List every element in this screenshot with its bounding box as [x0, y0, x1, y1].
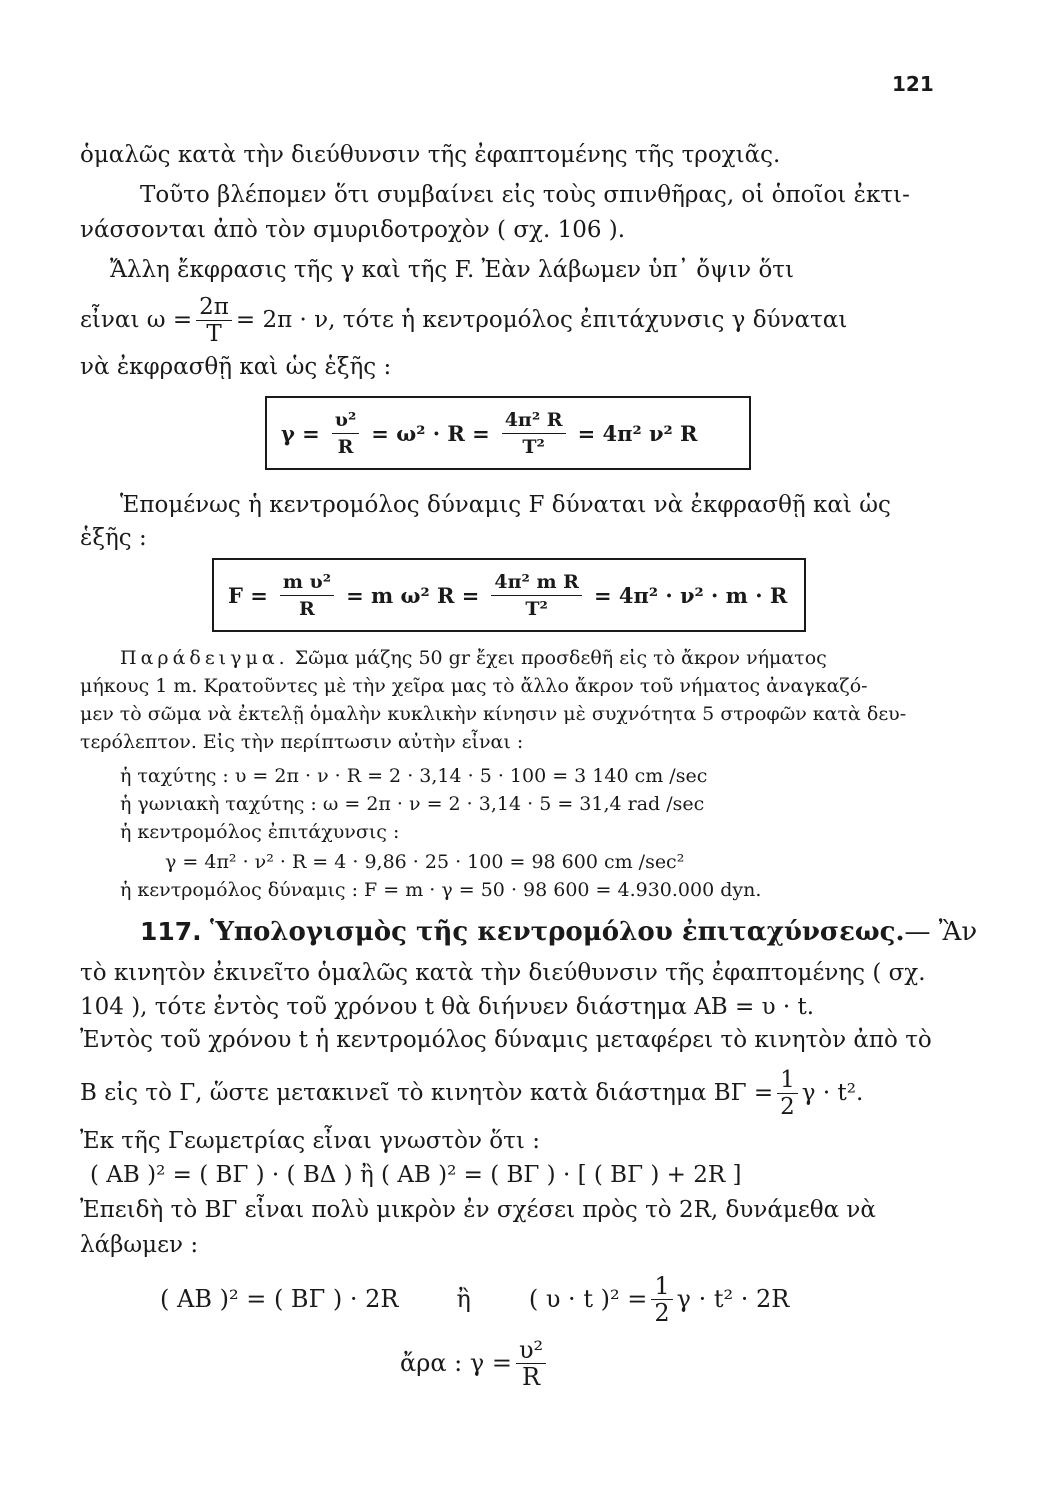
fraction-numerator: 4π² m R: [491, 569, 582, 596]
half-fraction: [777, 1067, 798, 1120]
final-equation: [160, 1266, 789, 1332]
formula-term: γ =: [281, 420, 320, 446]
text-line: Ἑπομένως ἡ κεντρομόλος δύναμις F δύναται νὰ ἐκφρασθῇ καὶ ὡς: [120, 492, 891, 518]
fraction-denominator: 2: [654, 1298, 670, 1327]
gamma-formula-box: [265, 396, 751, 470]
final-left: ( AB )² = ( ΒΓ ) · 2R: [160, 1285, 399, 1313]
formula-fraction: [280, 569, 334, 622]
formula-term: = m ω² R =: [346, 582, 480, 608]
section-number: 117.: [140, 917, 202, 946]
fraction-numerator: υ²: [516, 1337, 546, 1364]
text-line: νάσσονται ἀπὸ τὸν σμυριδοτροχὸν ( σχ. 106 ).: [80, 217, 626, 243]
formula-term: = 4π² · ν² · m · R: [593, 582, 788, 608]
example-label: Παράδειγμα.: [120, 647, 289, 669]
example-line: [120, 646, 970, 671]
calc-line: ἡ γωνιακὴ ταχύτης : ω = 2π · ν = 2 · 3,14 · 5 = 31,4 rad /sec: [120, 793, 705, 815]
fraction-numerator: 4π² R: [502, 407, 566, 434]
formula-term: = ω² · R =: [371, 420, 490, 446]
calc-line: ἡ κεντρομόλος δύναμις : F = m · γ = 50 · 98 600 = 4.930.000 dyn.: [120, 879, 762, 901]
fraction-numerator: m υ²: [280, 569, 334, 596]
final-or: ἢ: [456, 1285, 471, 1313]
text-line: Ἐπειδὴ τὸ ΒΓ εἶναι πολὺ μικρὸν ἐν σχέσει πρὸς τὸ 2R, δυνάμεθα νὰ: [80, 1197, 876, 1223]
fraction-numerator: 1: [651, 1273, 672, 1300]
formula-term: F =: [228, 582, 268, 608]
fraction-denominator: R: [299, 597, 315, 620]
page-number: 121: [892, 72, 934, 96]
section-heading: [140, 917, 977, 947]
formula-fraction: [332, 407, 360, 460]
formula-term: = 4π² ν² R: [577, 420, 698, 446]
section-title: Ὑπολογισμὸς τῆς κεντρομόλου ἐπιταχύνσεως.: [209, 917, 905, 947]
text-line: λάβωμεν :: [80, 1232, 199, 1258]
example-text: Σῶμα μάζης 50 gr ἔχει προσδεθῆ εἰς τὸ ἄκρον νήματος: [294, 647, 827, 669]
result-fraction: [516, 1337, 546, 1390]
omega-equation-line: [80, 292, 930, 348]
example-line: μεν τὸ σῶμα νὰ ἐκτελῇ ὁμαλὴν κυκλικὴν κίνησιν μὲ συχνότητα 5 στροφῶν κατὰ δευ-: [80, 703, 907, 725]
text-line: τὸ κινητὸν ἐκινεῖτο ὁμαλῶς κατὰ τὴν διεύθυνσιν τῆς ἐφαπτομένης ( σχ.: [80, 960, 926, 986]
text-line: Ἄλλη ἔκφρασις τῆς γ καὶ τῆς F. Ἐὰν λάβωμεν ὑπ᾽ ὄψιν ὅτι: [110, 257, 795, 283]
fraction-denominator: T: [206, 320, 222, 347]
section-continuation: — Ἂν: [904, 917, 978, 947]
final-right-prefix: ( υ · t )² =: [528, 1285, 648, 1313]
final-right-suffix: γ · t² · 2R: [676, 1285, 790, 1313]
calc-line: γ = 4π² · ν² · R = 4 · 9,86 · 25 · 100 = 98 600 cm /sec²: [165, 851, 685, 873]
omega-suffix: = 2π · ν, τότε ἡ κεντρομόλος ἐπιτάχυνσις γ δύναται: [235, 307, 848, 333]
fraction-numerator: 2π: [196, 294, 232, 321]
result-equation: [400, 1330, 550, 1396]
result-prefix: ἄρα : γ =: [400, 1349, 512, 1377]
formula-fraction: [502, 407, 566, 460]
text-line: 104 ), τότε ἐντὸς τοῦ χρόνου t θὰ διήνυεν διάστημα AB = υ · t.: [80, 994, 815, 1020]
text-line: Ἐκ τῆς Γεωμετρίας εἶναι γνωστὸν ὅτι :: [80, 1128, 540, 1154]
example-line: μήκους 1 m. Κρατοῦντες μὲ τὴν χεῖρα μας τὸ ἄλλο ἄκρον τοῦ νήματος ἀναγκαζό-: [80, 675, 868, 697]
text-line: ὁμαλῶς κατὰ τὴν διεύθυνσιν τῆς ἐφαπτομένης τῆς τροχιᾶς.: [80, 142, 781, 168]
fraction-numerator: 1: [777, 1067, 798, 1094]
omega-fraction: [196, 294, 232, 347]
text-line: Τοῦτο βλέπομεν ὅτι συμβαίνει εἰς τοὺς σπινθῆρας, οἱ ὁποῖοι ἐκτι-: [140, 182, 910, 208]
bg-suffix: γ · t².: [801, 1080, 864, 1106]
fraction-denominator: T²: [525, 597, 548, 620]
fraction-denominator: R: [522, 1362, 541, 1391]
omega-prefix: εἶναι ω =: [80, 307, 193, 333]
force-formula-box: [212, 558, 806, 632]
fraction-denominator: R: [337, 435, 354, 458]
text-line: Ἐντὸς τοῦ χρόνου t ἡ κεντρομόλος δύναμις μεταφέρει τὸ κινητὸν ἀπὸ τὸ: [80, 1027, 932, 1053]
calc-line: ἡ ταχύτης : υ = 2π · ν · R = 2 · 3,14 · 5 · 100 = 3 140 cm /sec: [120, 765, 708, 787]
geometry-equation: ( AB )² = ( ΒΓ ) · ( ΒΔ ) ἢ ( AB )² = ( ΒΓ ) · [ ( ΒΓ ) + 2R ]: [90, 1162, 742, 1188]
text-line: ἑξῆς :: [80, 525, 147, 551]
bg-prefix: B εἰς τὸ Γ, ὥστε μετακινεῖ τὸ κινητὸν κατὰ διάστημα ΒΓ =: [80, 1080, 774, 1106]
example-line: τερόλεπτον. Εἰς τὴν περίπτωσιν αὐτὴν εἶναι :: [80, 731, 524, 753]
fraction-denominator: 2: [780, 1093, 795, 1120]
formula-fraction: [491, 569, 582, 622]
half-fraction: [651, 1273, 672, 1326]
calc-line: ἡ κεντρομόλος ἐπιτάχυνσις :: [120, 821, 400, 843]
text-line: νὰ ἐκφρασθῇ καὶ ὡς ἑξῆς :: [80, 354, 392, 380]
bg-equation-line: [80, 1062, 930, 1124]
fraction-denominator: T²: [522, 435, 545, 458]
fraction-numerator: υ²: [332, 407, 360, 434]
